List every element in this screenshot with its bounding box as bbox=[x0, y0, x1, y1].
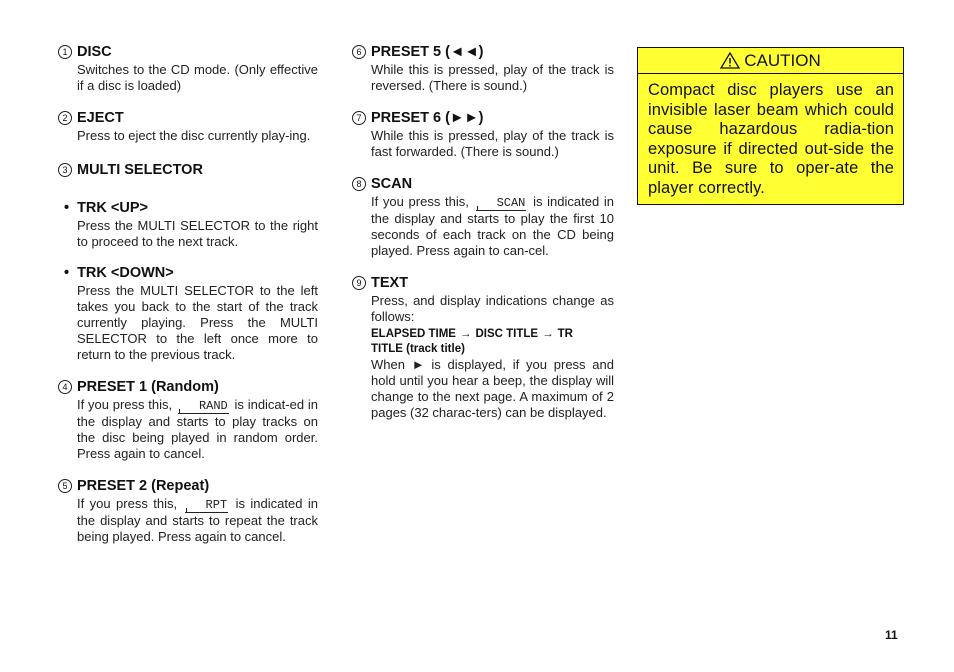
trk-up-title: TRK <UP> bbox=[77, 200, 148, 216]
caution-heading-text: CAUTION bbox=[744, 50, 821, 70]
preset5-description: While this is pressed, play of the track is reversed. (There is sound.) bbox=[371, 62, 614, 93]
item-number: 4 bbox=[58, 380, 72, 394]
trk-up-description: Press the MULTI SELECTOR to the right to proceed to the next track. bbox=[77, 218, 318, 249]
disc-description: Switches to the CD mode. (Only effective if a disc is loaded) bbox=[77, 62, 318, 93]
display-sequence: ELAPSED TIME → DISC TITLE → TR TITLE (track title) bbox=[371, 328, 573, 355]
scan-title: SCAN bbox=[371, 176, 413, 192]
multi-selector-entry bbox=[58, 160, 318, 363]
bullet: • bbox=[64, 265, 70, 281]
preset6-title: PRESET 6 (►►) bbox=[371, 110, 484, 126]
eject-title: EJECT bbox=[77, 110, 124, 126]
trk-down-title: TRK <DOWN> bbox=[77, 265, 174, 281]
scan-description: If you press this, SCAN is indicated in the display and starts to play the first 10 seconds of each track on the CD being played. Press again to can-cel. bbox=[371, 194, 614, 258]
preset5-entry bbox=[352, 42, 614, 94]
page-number: 11 bbox=[885, 628, 898, 642]
middle-column bbox=[352, 42, 614, 431]
eject-description: Press to eject the disc currently play-ing. bbox=[77, 128, 311, 143]
rpt-display-indicator: RPT bbox=[185, 499, 229, 513]
item-number: 3 bbox=[58, 163, 72, 177]
trk-down-subentry bbox=[58, 263, 318, 363]
eject-entry bbox=[58, 108, 318, 144]
item-number: 9 bbox=[352, 276, 366, 290]
rand-display-indicator: RAND bbox=[178, 400, 229, 414]
preset2-title: PRESET 2 (Repeat) bbox=[77, 478, 210, 494]
text-title: TEXT bbox=[371, 275, 409, 291]
trk-down-description: Press the MULTI SELECTOR to the left takes you back to the start of the track currently playing. Press the MULTI SELECTOR to the left once more to return to the previous track. bbox=[77, 283, 318, 362]
disc-entry bbox=[58, 42, 318, 94]
item-number: 1 bbox=[58, 45, 72, 59]
preset1-description: If you press this, RAND is indicat-ed in the display and starts to play tracks on the disc being played in random order. Press again to cancel. bbox=[77, 397, 318, 461]
item-number: 2 bbox=[58, 111, 72, 125]
preset1-title: PRESET 1 (Random) bbox=[77, 379, 219, 395]
text-description-2: When ► is displayed, if you press and hold until you hear a beep, the display will change to the next page. A maximum of 2 pages (32 charac-ters) can be displayed. bbox=[371, 357, 614, 420]
preset5-title: PRESET 5 (◄◄) bbox=[371, 44, 484, 60]
item-number: 8 bbox=[352, 177, 366, 191]
caution-text: Compact disc players use an invisible laser beam which could cause hazardous radia-tion exposure if directed out-side the unit. Be sure to oper-ate the player correctly. bbox=[648, 81, 894, 197]
caution-box bbox=[637, 47, 904, 205]
bullet: • bbox=[64, 200, 70, 216]
scan-display-indicator: SCAN bbox=[476, 197, 527, 211]
warning-triangle-icon bbox=[720, 52, 740, 69]
scan-entry bbox=[352, 174, 614, 259]
preset6-entry bbox=[352, 108, 614, 160]
caution-heading bbox=[638, 48, 903, 74]
multi-selector-title: MULTI SELECTOR bbox=[77, 162, 203, 178]
item-number: 5 bbox=[58, 479, 72, 493]
item-number: 7 bbox=[352, 111, 366, 125]
arrow-right-icon: → bbox=[459, 328, 472, 340]
left-column bbox=[58, 42, 318, 555]
preset1-entry bbox=[58, 377, 318, 462]
text-entry bbox=[352, 273, 614, 421]
trk-up-subentry bbox=[58, 198, 318, 250]
text-description: Press, and display indications change as follows: bbox=[371, 293, 614, 324]
arrow-right-icon: → bbox=[542, 328, 554, 340]
item-number: 6 bbox=[352, 45, 366, 59]
preset2-description: If you press this, RPT is indicated in the display and starts to repeat the track being played. Press again to cancel. bbox=[77, 496, 318, 544]
preset6-description: While this is pressed, play of the track is fast forwarded. (There is sound.) bbox=[371, 128, 614, 159]
preset2-entry bbox=[58, 476, 318, 545]
disc-title: DISC bbox=[77, 44, 112, 60]
